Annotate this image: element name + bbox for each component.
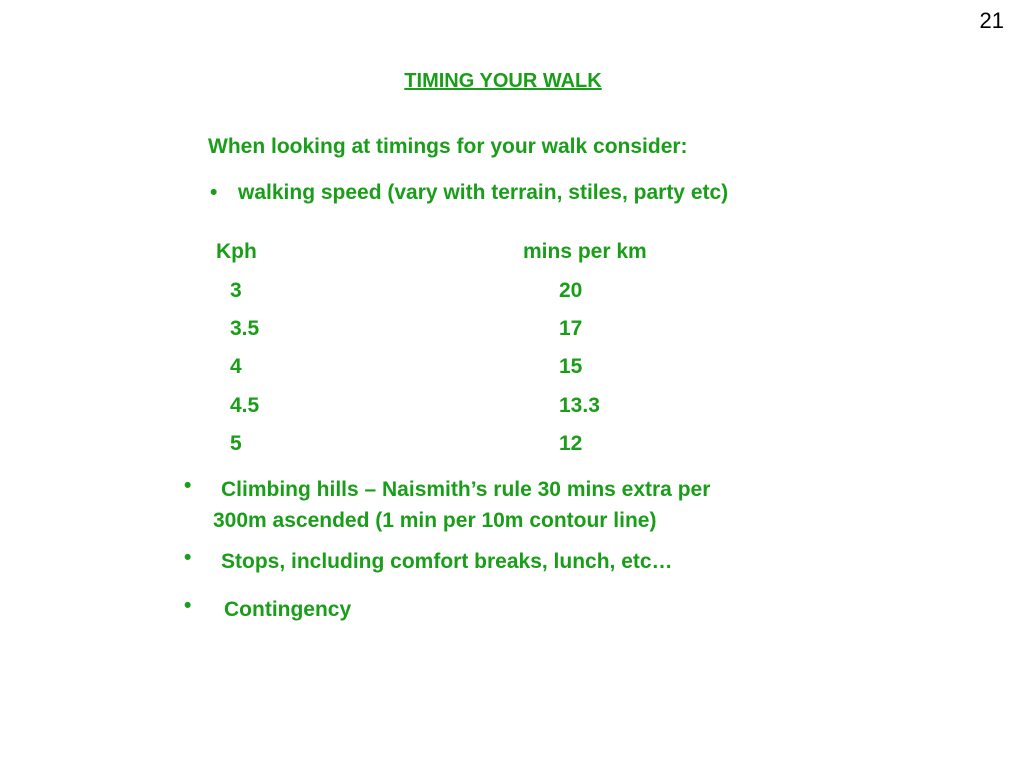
kph-value: 3	[230, 279, 242, 302]
climbing-hills-line2: 300m ascended (1 min per 10m contour line)	[213, 509, 657, 532]
walking-speed-text: walking speed (vary with terrain, stiles, party etc)	[238, 181, 729, 204]
list-item-stops	[184, 546, 884, 578]
kph-header: Kph	[216, 240, 257, 263]
mins-value: 15	[559, 355, 583, 378]
climbing-hills-text	[213, 474, 861, 536]
walking-speed-bullet	[210, 181, 728, 205]
page-number: 21	[979, 8, 1004, 33]
kph-value: 3.5	[230, 317, 260, 340]
contingency-text: Contingency	[224, 598, 352, 621]
kph-value: 4.5	[230, 394, 260, 417]
list-item-contingency	[184, 594, 884, 626]
mins-value: 20	[559, 279, 583, 302]
intro-text: When looking at timings for your walk consider:	[208, 135, 688, 158]
mins-value: 13.3	[559, 394, 600, 417]
kph-value: 4	[230, 355, 242, 378]
mins-value: 17	[559, 317, 583, 340]
stops-text: Stops, including comfort breaks, lunch, etc…	[221, 550, 673, 573]
bullet-marker: •	[184, 474, 192, 497]
list-item-climbing	[184, 474, 884, 538]
bullet-marker: •	[184, 546, 192, 569]
kph-value: 5	[230, 432, 242, 455]
mins-value: 12	[559, 432, 583, 455]
bullet-marker: •	[184, 594, 192, 617]
mins-header: mins per km	[523, 240, 647, 263]
slide-title: TIMING YOUR WALK	[404, 70, 602, 92]
climbing-hills-line1: Climbing hills – Naismith’s rule 30 mins extra per	[221, 478, 711, 501]
bullet-marker: •	[210, 181, 218, 204]
